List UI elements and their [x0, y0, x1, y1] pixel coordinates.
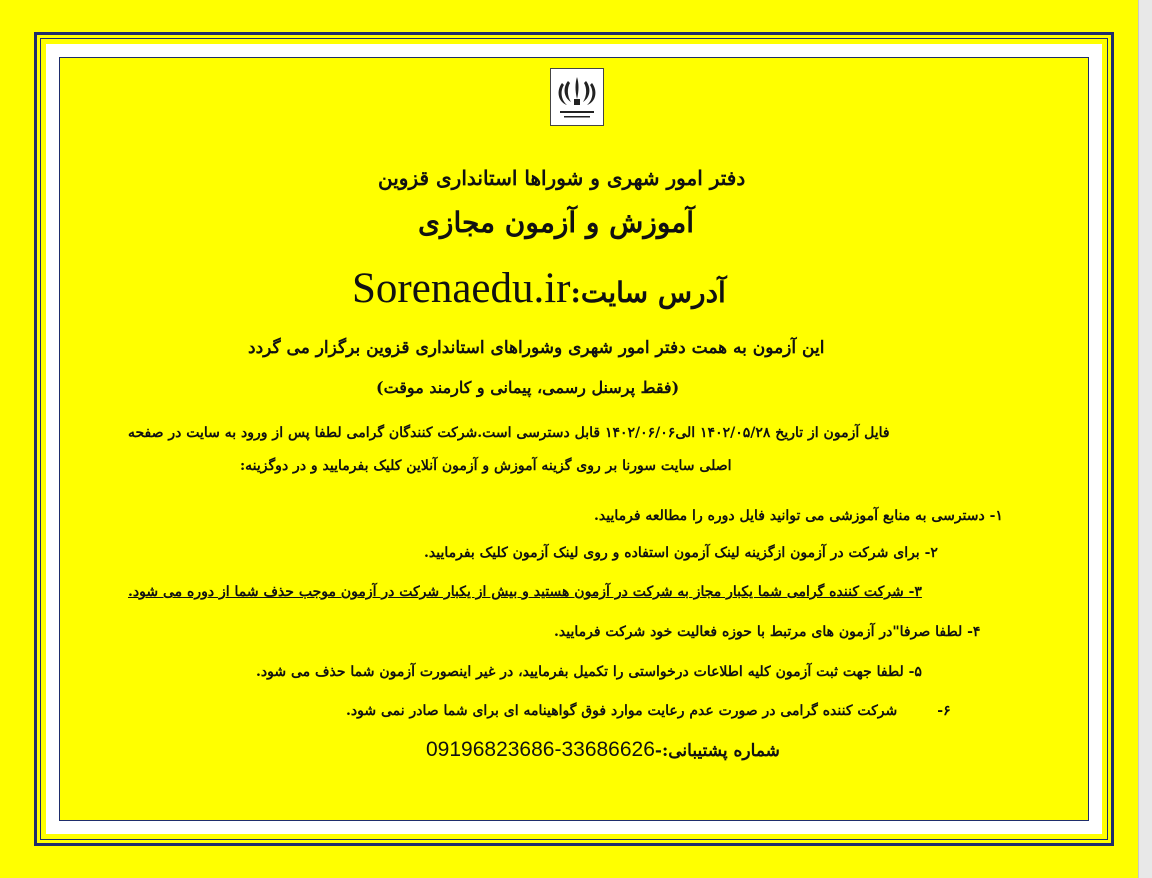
site-address: [352, 264, 726, 313]
site-url[interactable]: Sorenaedu.ir: [352, 265, 571, 312]
support-phones: 09196823686-33686626: [426, 738, 655, 761]
list-item-5: ۵- لطفا جهت ثبت آزمون کلیه اطلاعات درخواستی را تکمیل بفرمایید، در غیر اینصورت آزمون شما حذف می شود.: [256, 664, 922, 680]
scrollbar[interactable]: [1138, 0, 1152, 878]
list-item-6: [346, 703, 951, 719]
iran-emblem-icon: [550, 68, 604, 126]
list-item-2: ۲- برای شرکت در آزمون ازگزینه لینک آزمون استفاده و روی لینک آزمون کلیک بفرمایید.: [424, 545, 938, 561]
support-line: [426, 738, 780, 762]
intro-line: این آزمون به همت دفتر امور شهری وشوراهای استانداری قزوین برگزار می گردد: [248, 338, 825, 358]
file-availability: فایل آزمون از تاریخ ۱۴۰۲/۰۵/۲۸ الی۱۴۰۲/۰۶/۰۶ قابل دسترسی است.شرکت کنندگان گرامی لطفا پس از ورود به سایت در صفحه: [128, 425, 890, 441]
top-strip: [0, 0, 1152, 6]
instructions: اصلی سایت سورنا بر روی گزینه آموزش و آزمون آنلاین کلیک بفرمایید و در دوگزینه:: [240, 458, 732, 474]
support-label: شماره پشتیبانی:-: [654, 741, 780, 761]
address-label: آدرس سایت:: [570, 276, 726, 309]
page-title: آموزش و آزمون مجازی: [418, 206, 695, 239]
eligibility-note: (فقط پرسنل رسمی، پیمانی و کارمند موقت): [376, 378, 680, 397]
list-item-1: ۱- دسترسی به منابع آموزشی می توانید فایل دوره را مطالعه فرمایید.: [594, 508, 1003, 524]
list-item-4: ۴- لطفا صرفا"در آزمون های مرتبط با حوزه فعالیت خود شرکت فرمایید.: [554, 624, 981, 640]
list-item-6-text: شرکت کننده گرامی در صورت عدم رعایت موارد فوق گواهینامه ای برای شما صادر نمی شود.: [346, 703, 898, 719]
office-heading: دفتر امور شهری و شوراها استانداری قزوین: [378, 166, 746, 190]
list-item-3: ۳- شرکت کننده گرامی شما یکبار مجاز به شرکت در آزمون هستید و بیش از یکبار شرکت در آزمون موجب حذف شما از دوره می شود.: [128, 584, 922, 600]
list-item-6-number: ۶-: [937, 703, 951, 719]
